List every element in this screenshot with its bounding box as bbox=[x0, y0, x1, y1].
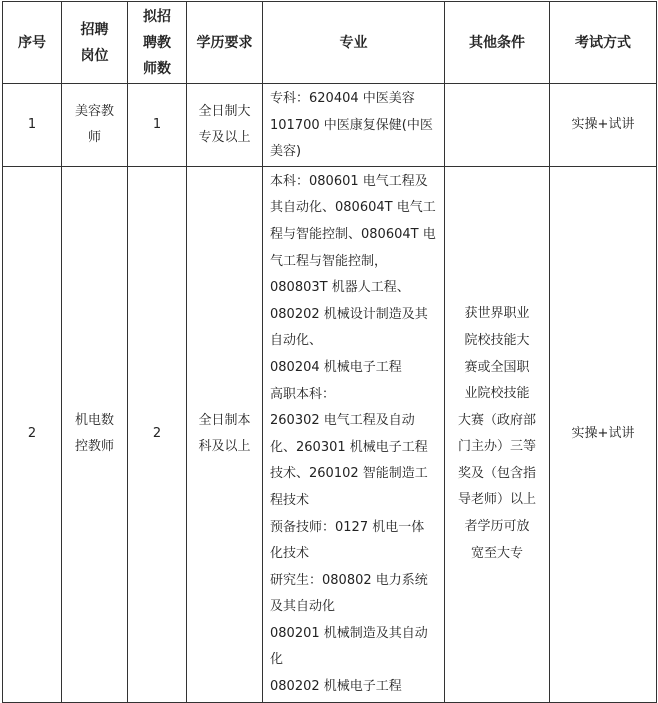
major-line: 其自动化、080604T 电气工 bbox=[270, 200, 436, 216]
major-line: 080202 机械设计制造及其 bbox=[270, 306, 428, 322]
other-line: 院校技能大 bbox=[464, 332, 530, 348]
other-line: 大赛（政府部 bbox=[457, 412, 536, 428]
major-line: 及其自动化 bbox=[270, 599, 336, 615]
cell-education bbox=[187, 84, 263, 167]
cell-education-line: 全日制本 bbox=[198, 413, 251, 429]
major-line: 高职本科： bbox=[270, 386, 336, 402]
header-education-text: 学历要求 bbox=[196, 34, 253, 51]
cell-exam: 实操+试讲 bbox=[550, 84, 657, 167]
recruitment-table bbox=[2, 1, 657, 703]
header-count-text: 拟招聘教师数 bbox=[143, 8, 171, 77]
header-seq: 序号 bbox=[3, 2, 62, 84]
other-line: 门主办）三等 bbox=[457, 439, 536, 455]
major-line: 080204 机械电子工程 bbox=[270, 359, 402, 375]
cell-major bbox=[263, 84, 445, 167]
major-line: 自动化、 bbox=[270, 333, 323, 349]
major-line: 研究生：080802 电力系统 bbox=[270, 572, 428, 588]
header-exam: 考试方式 bbox=[550, 2, 657, 84]
major-line: 化技术 bbox=[270, 546, 310, 562]
major-line: 技术、260102 智能制造工 bbox=[270, 466, 428, 482]
cell-position-line: 控教师 bbox=[74, 439, 114, 455]
cell-major bbox=[263, 166, 445, 702]
table-row bbox=[3, 166, 657, 702]
major-line: 程技术 bbox=[270, 492, 310, 508]
other-line: 获世界职业 bbox=[464, 306, 530, 322]
cell-exam: 实操+试讲 bbox=[550, 166, 657, 702]
header-major: 专业 bbox=[263, 2, 445, 84]
cell-education-line: 全日制大 bbox=[198, 103, 251, 119]
cell-other bbox=[445, 84, 550, 167]
major-line: 美容) bbox=[270, 144, 302, 160]
cell-education-line: 专及以上 bbox=[198, 129, 251, 145]
cell-position bbox=[62, 166, 128, 702]
header-count bbox=[128, 2, 187, 84]
header-position-text: 招聘岗位 bbox=[80, 21, 109, 64]
major-line: 080803T 机器人工程、 bbox=[270, 280, 410, 296]
major-line: 程与智能控制、080604T 电 bbox=[270, 226, 436, 242]
other-line: 赛或全国职 bbox=[464, 359, 530, 375]
major-line: 080202 机械电子工程 bbox=[270, 679, 402, 695]
cell-education-line: 科及以上 bbox=[198, 439, 251, 455]
cell-other bbox=[445, 166, 550, 702]
header-other: 其他条件 bbox=[445, 2, 550, 84]
major-line: 预备技师：0127 机电一体 bbox=[270, 519, 425, 535]
major-line: 260302 电气工程及自动 bbox=[270, 413, 415, 429]
header-position bbox=[62, 2, 128, 84]
other-line: 业院校技能 bbox=[464, 386, 530, 402]
cell-seq: 2 bbox=[3, 166, 62, 702]
cell-seq: 1 bbox=[3, 84, 62, 167]
cell-position-line: 美容教 bbox=[74, 103, 114, 119]
header-row bbox=[3, 2, 657, 84]
cell-count: 2 bbox=[128, 166, 187, 702]
other-line: 奖及（包含指 bbox=[457, 465, 536, 481]
cell-position-line: 师 bbox=[87, 129, 101, 145]
other-line: 导老师）以上 bbox=[457, 492, 536, 508]
cell-education bbox=[187, 166, 263, 702]
major-line: 专科：620404 中医美容 bbox=[270, 91, 415, 106]
major-line: 本科：080601 电气工程及 bbox=[270, 173, 428, 189]
major-line: 气工程与智能控制， bbox=[270, 253, 388, 269]
header-education bbox=[187, 2, 263, 84]
other-line: 宽至大专 bbox=[470, 545, 523, 561]
cell-count: 1 bbox=[128, 84, 187, 167]
cell-position bbox=[62, 84, 128, 167]
major-line: 080201 机械制造及其自动 bbox=[270, 625, 428, 641]
major-line: 化、260301 机械电子工程 bbox=[270, 439, 428, 455]
table-row bbox=[3, 84, 657, 167]
major-line: 101700 中医康复保健(中医 bbox=[270, 117, 433, 133]
cell-position-line: 机电数 bbox=[74, 413, 114, 429]
other-line: 者学历可放 bbox=[464, 519, 530, 535]
major-line: 化 bbox=[270, 652, 284, 668]
